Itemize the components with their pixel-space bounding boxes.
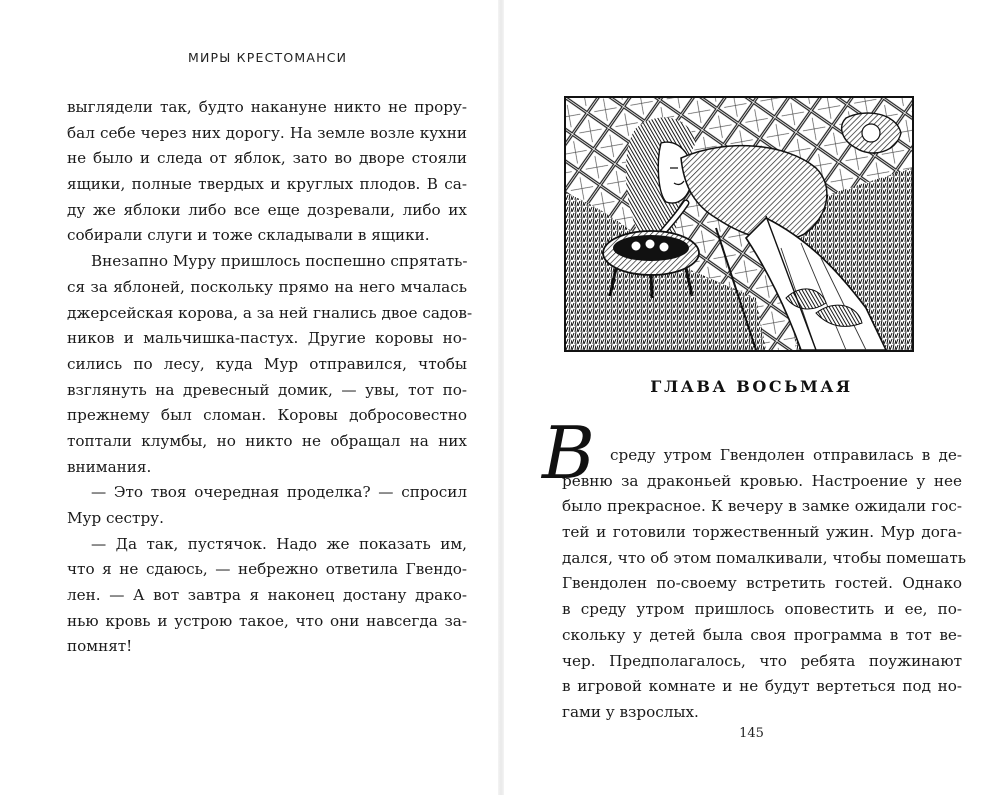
text-line: взглянуть на древесный домик, — увы, тот по- bbox=[67, 380, 467, 399]
text-line: Мур сестру. bbox=[67, 509, 164, 527]
text-line: гами у взрослых. bbox=[562, 702, 699, 721]
text-line: выглядели так, будто накануне никто не проpу- bbox=[67, 98, 467, 116]
text-line: собирали слуги и тоже складывали в ящики. bbox=[67, 226, 430, 245]
text-line: — Да так, пустячок. Надо же показать им, bbox=[91, 534, 467, 553]
text-line: чер. Предполагалось, что ребята поужинают bbox=[562, 651, 962, 670]
text-line: бал себе через них дорогу. На земле возле кухни bbox=[67, 123, 467, 142]
text-line: дался, что об этом помалкивали, чтобы помешать bbox=[562, 548, 967, 567]
text-line: ревню за драконьей кровью. Настроение у нее bbox=[562, 471, 962, 490]
text-line: в игровой комнате и не будут вертеться под но- bbox=[562, 677, 962, 696]
chapter-title: ГЛАВА ВОСЬМАЯ bbox=[650, 377, 853, 396]
text-line: топтали клумбы, но никто не обращал на них bbox=[67, 431, 467, 450]
drop-cap-letter: В bbox=[542, 411, 595, 495]
text-line: не было и следа от яблок, зато во дворе стояли bbox=[67, 149, 467, 168]
text-line: среду утром Гвендолен отправилась в де- bbox=[610, 446, 962, 464]
text-line: в среду утром пришлось оповестить и ее, по- bbox=[562, 600, 962, 619]
left-page bbox=[0, 0, 500, 795]
right-page bbox=[502, 0, 1001, 795]
text-line: нью кровь и устрою такое, что они навсегда за- bbox=[67, 611, 467, 630]
text-line: внимания. bbox=[67, 457, 152, 476]
text-line: что я не сдаюсь, — небрежно ответила Гвендо- bbox=[67, 560, 467, 579]
girl-picking-apples-engraving bbox=[566, 98, 912, 350]
left-body-text bbox=[67, 95, 473, 660]
text-line: Внезапно Муру пришлось поспешно спрятать- bbox=[91, 252, 468, 271]
text-line: было прекрасное. К вечеру в замке ожидали гос- bbox=[562, 497, 962, 516]
running-head: МИРЫ КРЕСТОМАНСИ bbox=[188, 50, 348, 65]
text-line: прежнему был сломан. Коровы добросовестно bbox=[67, 406, 467, 425]
text-line: джерсейская корова, а за ней гнались двое садов- bbox=[67, 303, 473, 322]
text-line: ду же яблоки либо все еще дозревали, либо их bbox=[67, 200, 467, 219]
chapter-illustration bbox=[564, 96, 914, 352]
text-line: сились по лесу, куда Мур отправился, чтобы bbox=[67, 354, 467, 373]
text-line: ников и мальчишка-пастух. Другие коровы но- bbox=[67, 329, 467, 348]
text-line: Гвендолен по-своему встретить гостей. Однако bbox=[562, 574, 962, 593]
text-line: тей и готовили торжественный ужин. Мур дога- bbox=[562, 523, 962, 542]
text-line: — Это твоя очередная проделка? — спросил bbox=[91, 483, 467, 502]
right-body-text bbox=[562, 443, 967, 726]
text-line: ся за яблоней, поскольку прямо на него мчалась bbox=[67, 277, 467, 296]
text-line: помнят! bbox=[67, 637, 133, 656]
text-line: ящики, полные твердых и круглых плодов. В са- bbox=[67, 175, 467, 194]
page-number: 145 bbox=[739, 726, 764, 741]
text-line: лен. — А вот завтра я наконец достану драко- bbox=[67, 586, 467, 605]
text-line: скольку у детей была своя программа в тот ве- bbox=[562, 625, 962, 644]
